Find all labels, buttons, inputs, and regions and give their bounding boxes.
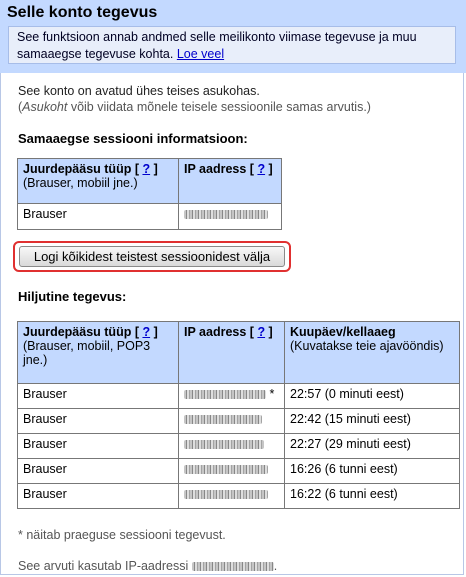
current-session-footnote: * näitab praeguse sessiooni tegevust. [18, 528, 226, 542]
recent-activity-table [17, 321, 460, 509]
signout-all-button[interactable]: Logi kõikidest teistest sessioonidest välja [19, 246, 285, 267]
datetime-cell: 16:26 (6 tunni eest) [285, 459, 460, 484]
ip-cell [179, 434, 285, 459]
ip-cell [179, 484, 285, 509]
concurrent-heading: Samaaegse sessiooni informatsioon: [18, 131, 248, 146]
access-type-cell: Brauser [18, 484, 179, 509]
ip-cell [179, 384, 285, 409]
redacted-ip [192, 562, 274, 571]
access-type-help-link[interactable]: ? [142, 325, 151, 339]
access-type-cell: Brauser [18, 204, 179, 230]
column-header-ip: IP aadress [ ? ] [179, 159, 282, 204]
access-type-cell: Brauser [18, 459, 179, 484]
datetime-note: (Kuvatakse teie ajavööndis) [290, 339, 444, 353]
redacted-ip [184, 465, 268, 474]
page-title: Selle konto tegevus [7, 4, 158, 21]
signout-highlight [13, 241, 291, 272]
redacted-ip [184, 490, 268, 499]
description-text: See funktsioon annab andmed selle meilikonto viimase tegevuse ja muu samaaegse tegevuse kohta. [17, 30, 417, 61]
access-type-note: (Brauser, mobiil, POP3 jne.) [23, 339, 151, 367]
ip-help-link[interactable]: ? [257, 325, 266, 339]
access-type-note: (Brauser, mobiil jne.) [23, 176, 138, 190]
redacted-ip [184, 390, 266, 399]
access-type-cell: Brauser [18, 409, 179, 434]
recent-heading: Hiljutine tegevus: [18, 289, 127, 304]
access-type-cell: Brauser [18, 434, 179, 459]
learn-more-link[interactable]: Loe veel [176, 47, 225, 61]
concurrent-sessions-table [17, 158, 282, 230]
info-box [8, 26, 456, 64]
datetime-cell: 22:42 (15 minuti eest) [285, 409, 460, 434]
status-subline: (Asukoht võib viidata mõnele teisele sessioonile samas arvutis.) [18, 100, 371, 114]
table-row [18, 204, 282, 230]
current-session-marker: * [269, 387, 275, 401]
table-row [18, 459, 460, 484]
table-row [18, 434, 460, 459]
ip-cell [179, 409, 285, 434]
datetime-cell: 22:27 (29 minuti eest) [285, 434, 460, 459]
access-type-cell: Brauser [18, 384, 179, 409]
ip-address-note: See arvuti kasutab IP-aadressi . [18, 559, 278, 573]
ip-cell [179, 204, 282, 230]
ip-help-link[interactable]: ? [257, 162, 266, 176]
header-bar [0, 0, 466, 73]
column-header-ip: IP aadress [ ? ] [179, 322, 285, 384]
table-row [18, 409, 460, 434]
ip-cell [179, 459, 285, 484]
column-header-datetime: Kuupäev/kellaaeg (Kuvatakse teie ajavööndis) [285, 322, 460, 384]
table-row [18, 384, 460, 409]
datetime-cell: 22:57 (0 minuti eest) [285, 384, 460, 409]
column-header-access-type: Juurdepääsu tüüp [ ? ] (Brauser, mobiil jne.) [18, 159, 179, 204]
redacted-ip [184, 415, 262, 424]
status-line: See konto on avatud ühes teises asukohas. [18, 84, 260, 98]
column-header-access-type: Juurdepääsu tüüp [ ? ] (Brauser, mobiil, POP3 jne.) [18, 322, 179, 384]
table-row [18, 484, 460, 509]
access-type-help-link[interactable]: ? [142, 162, 151, 176]
datetime-cell: 16:22 (6 tunni eest) [285, 484, 460, 509]
status-message [18, 83, 371, 115]
redacted-ip [184, 210, 268, 219]
location-term: Asukoht [22, 100, 68, 114]
redacted-ip [184, 440, 264, 449]
